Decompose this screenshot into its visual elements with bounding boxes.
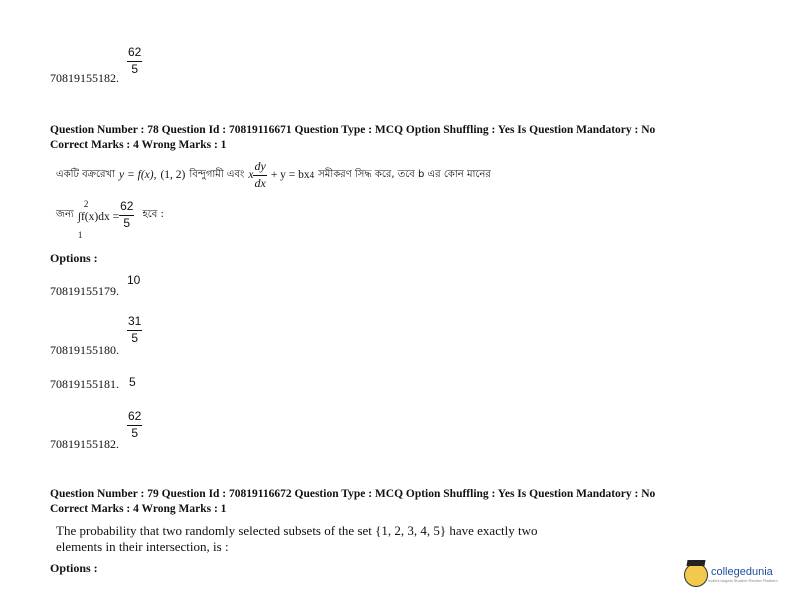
q79-question bbox=[56, 523, 616, 555]
q79-options-label: Options : bbox=[50, 561, 98, 575]
fraction-numerator: 31 bbox=[128, 314, 142, 328]
q78-header-line1: Question Number : 78 Question Id : 70819116671 Question Type : MCQ Option Shuffling : Yes Is Question Mandatory : No bbox=[50, 124, 656, 136]
q78-question-line1 bbox=[56, 160, 491, 190]
q78-text-part2: বিন্দুগামী এবং bbox=[189, 168, 245, 180]
top-option-fraction bbox=[127, 46, 142, 76]
q78-line2-suffix: হবে : bbox=[142, 208, 164, 220]
q78-int-lower: 1 bbox=[77, 230, 83, 240]
option-2-id: 70819155180. bbox=[50, 343, 119, 357]
q78-question-line2 bbox=[56, 199, 164, 240]
option-2-fraction bbox=[127, 315, 142, 345]
q78-point: (1, 2) bbox=[160, 169, 186, 181]
q78-header-line2: Correct Marks : 4 Wrong Marks : 1 bbox=[50, 139, 227, 151]
q78-exponent: 4 bbox=[309, 170, 315, 180]
q78-header bbox=[50, 123, 750, 153]
q79-header bbox=[50, 487, 750, 517]
option-3-id: 70819155181. bbox=[50, 377, 119, 391]
q79-text-line1: The probability that two randomly selected subsets of the set {1, 2, 3, 4, 5} have exactly two bbox=[56, 523, 538, 538]
q78-eq-rest: + y = bx bbox=[270, 169, 310, 181]
fraction-denominator: 5 bbox=[131, 62, 139, 76]
option-4-id: 70819155182. bbox=[50, 437, 119, 451]
q78-x-var: x bbox=[248, 169, 254, 181]
q78-text-part3: সমীকরণ সিদ্ধ করে, তবে b এর কোন মানের bbox=[318, 168, 491, 180]
q79-header-line1: Question Number : 79 Question Id : 70819116672 Question Type : MCQ Option Shuffling : Yes Is Question Mandatory : No bbox=[50, 488, 656, 500]
q78-line2-prefix: জন্য bbox=[56, 208, 74, 220]
q78-res-den: 5 bbox=[123, 216, 131, 230]
q78-curve: y = f(x), bbox=[119, 169, 157, 181]
q78-integrand: ∫f(x)dx = bbox=[77, 211, 120, 223]
graduate-face-icon bbox=[684, 563, 708, 587]
q79-header-line2: Correct Marks : 4 Wrong Marks : 1 bbox=[50, 503, 227, 515]
q78-integral bbox=[77, 199, 120, 240]
fraction-numerator: 62 bbox=[128, 409, 142, 423]
q78-text-part1: একটি বক্ররেখা bbox=[56, 168, 116, 180]
option-1-value: 10 bbox=[127, 273, 141, 287]
collegedunia-logo bbox=[684, 563, 778, 587]
q78-int-upper: 2 bbox=[83, 199, 89, 209]
fraction-numerator: 62 bbox=[128, 45, 142, 59]
option-1-id: 70819155179. bbox=[50, 284, 119, 298]
option-3-value: 5 bbox=[129, 375, 136, 389]
option-4-fraction bbox=[127, 410, 142, 440]
logo-tagline: India's largest Student Review Platform bbox=[708, 578, 778, 583]
top-option-id: 70819155182. bbox=[50, 71, 119, 85]
q78-dx: dx bbox=[254, 176, 266, 190]
logo-name: collegedunia bbox=[711, 566, 773, 578]
q78-derivative bbox=[253, 160, 266, 190]
q79-text-line2: elements in their intersection, is : bbox=[56, 539, 229, 554]
q78-res-num: 62 bbox=[120, 199, 134, 213]
q78-result-fraction bbox=[119, 200, 134, 230]
q78-dy: dy bbox=[254, 159, 266, 173]
fraction-denominator: 5 bbox=[131, 426, 139, 440]
q78-options-label: Options : bbox=[50, 251, 98, 265]
fraction-denominator: 5 bbox=[131, 331, 139, 345]
